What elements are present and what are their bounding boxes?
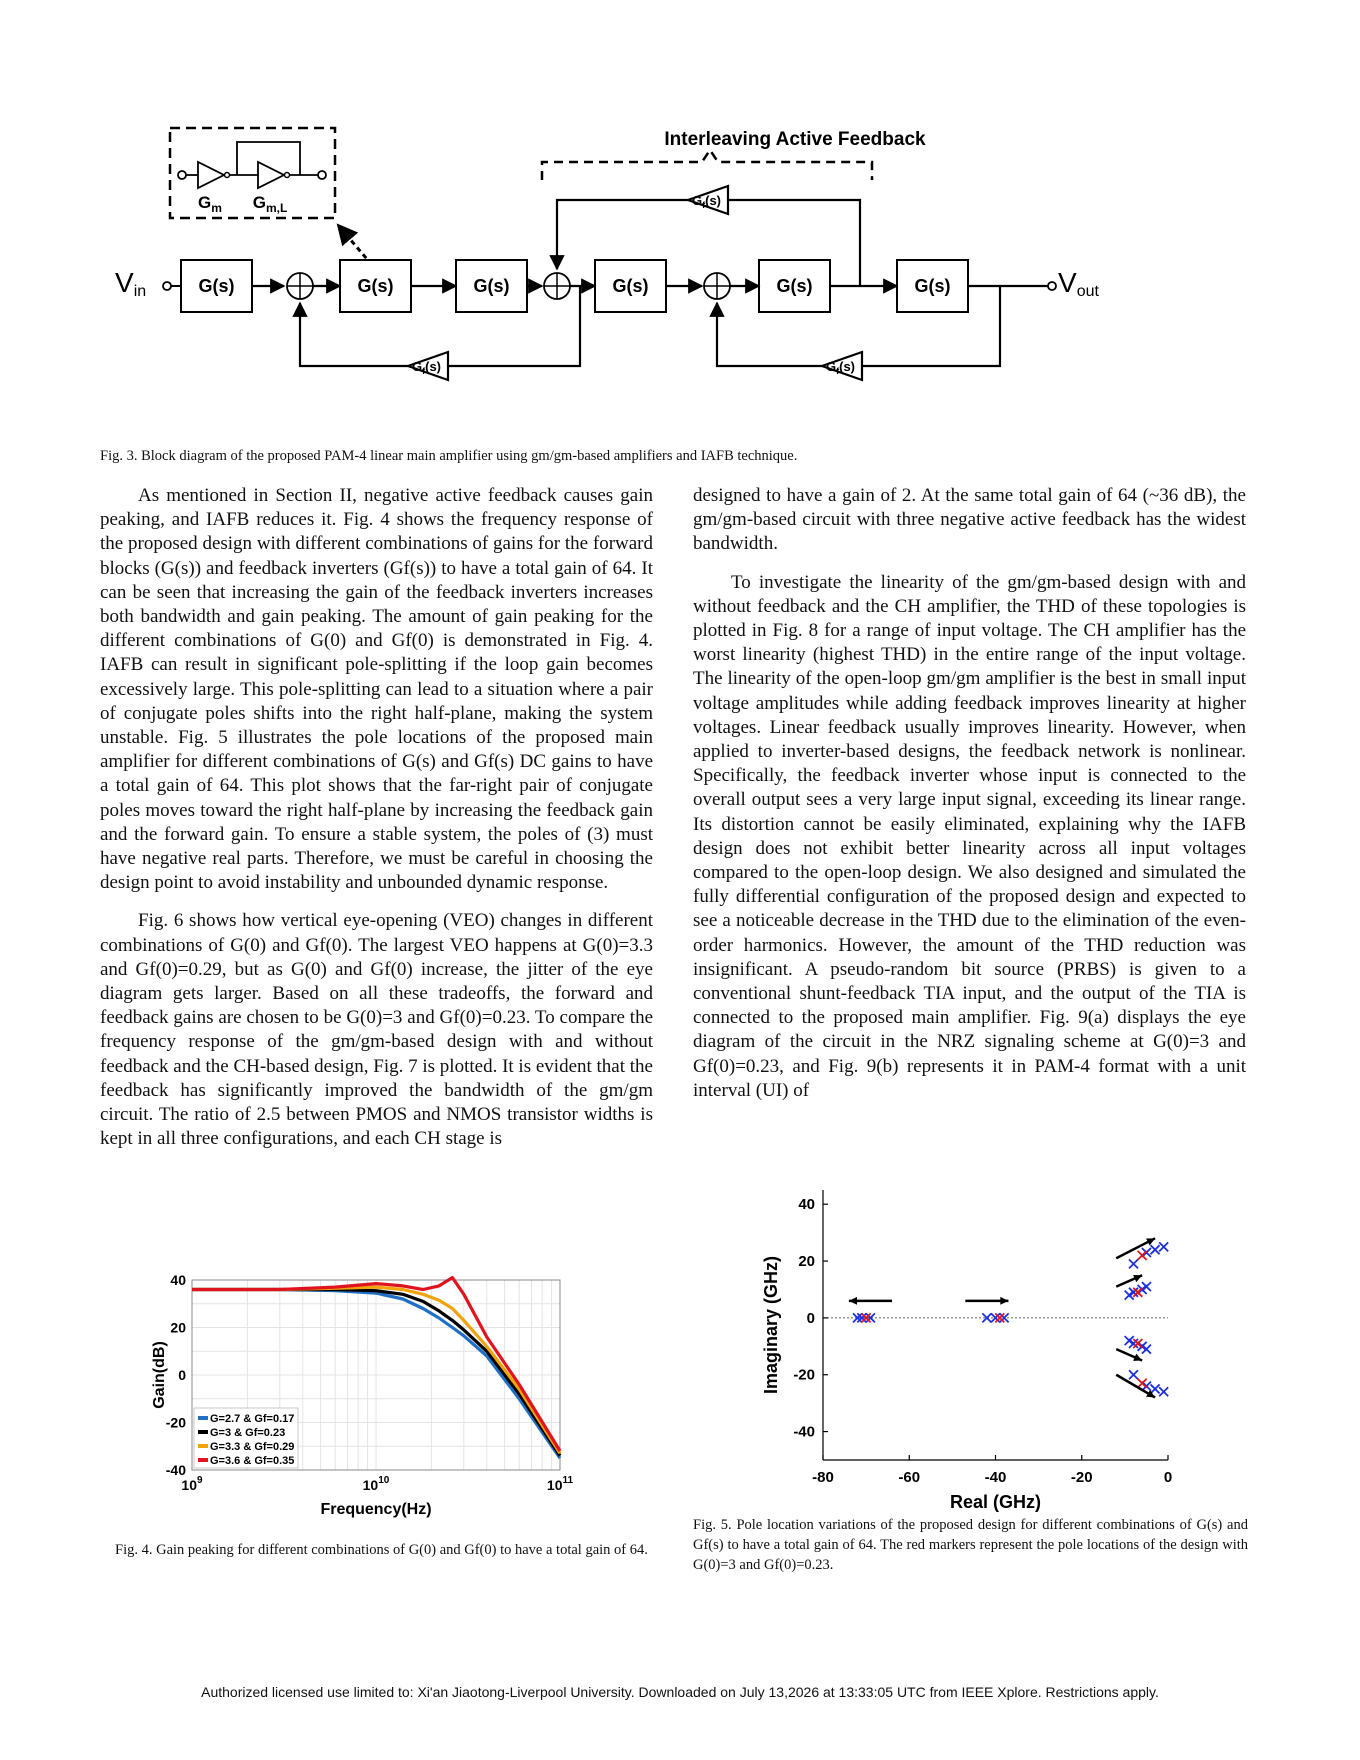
pole-marker (1129, 1370, 1138, 1379)
trend-arrow (849, 1297, 892, 1305)
y-tick-label: 0 (806, 1309, 815, 1327)
y-tick-label: 40 (170, 1272, 186, 1288)
vin-label: Vin (115, 267, 147, 300)
g-block-label: G(s) (198, 276, 235, 296)
right-paragraph-2: To investigate the linearity of the gm/gm-based design with and without feedback and the CH amplifier, the THD of these topologies is plotted in Fig. 8 for a range of input voltage. The CH amplifier has the worst linearity (highest THD) in the entire range of the input voltage. The linearity of the open-loop gm/gm amplifier is the best in small input voltage amplitudes while adding feedback improves linearity at higher voltages. Linear feedback usually improves linearity. However, when applied to inverter-based designs, the feedback network is nonlinear. Specifically, the feedback inverter whose input is connected to the overall output sees a very large input signal, exceeding its linear range. Its distortion cannot be easily eliminated, explaining why the IAFB design does not exhibit better linearity across all input voltages compared to the open-loop design. We also designed and simulated the fully differential configuration of the proposed design and expected to see a noticeable decrease in the THD due to the elimination of the even-order harmonics. However, the amount of the THD reduction was insignificant. A pseudo-random bit source (PRBS) is given to a conventional shunt-feedback TIA input, and the output of the TIA is connected to the proposed main amplifier. Fig. 9(a) displays the eye diagram of the circuit in the NRZ signaling scheme at G(0)=3 and Gf(0)=0.23, and Fig. 9(b) represents it in PAM-4 format with a unit interval (UI) of (693, 571, 1246, 1101)
y-axis-label: Imaginary (GHz) (761, 1255, 781, 1395)
legend-label: G=3 & Gf=0.23 (210, 1427, 286, 1439)
pole-marker (1142, 1282, 1151, 1291)
y-axis-label: Gain(dB) (151, 1341, 168, 1409)
fig4-caption: Fig. 4. Gain peaking for different combinations of G(0) and Gf(0) to have a total gain of 64. (115, 1542, 648, 1558)
trend-arrow (965, 1297, 1008, 1305)
g-block-label: G(s) (914, 276, 951, 296)
pole-marker (1159, 1242, 1168, 1251)
svg-text:Gf(s): $G_f(s)$ (692, 193, 722, 210)
license-footer: Authorized licensed use limited to: Xi'an Jiaotong-Liverpool University. Downloaded on July 13,2026 at 13:33:05 UTC from IEEE Xplore. Restrictions apply. (201, 1684, 1159, 1700)
legend-label: G=3.3 & Gf=0.29 (210, 1441, 295, 1453)
pole-marker (1151, 1245, 1160, 1254)
x-tick-label: $10^{11}$ (546, 1475, 574, 1493)
pole-marker (1138, 1251, 1147, 1260)
y-tick-label: 40 (798, 1196, 815, 1214)
pole-marker (1142, 1345, 1151, 1354)
fig3-block-diagram (110, 120, 1250, 460)
right-column (693, 484, 1246, 1103)
x-tick-label: $10^9$ (181, 1475, 203, 1493)
g-block-label: G(s) (473, 276, 510, 296)
x-tick-label: -20 (1070, 1469, 1093, 1486)
g-block-label: G(s) (357, 276, 394, 296)
iafb-bracket (542, 150, 872, 180)
pole-marker (1129, 1259, 1138, 1268)
x-tick-label: -60 (898, 1469, 921, 1486)
y-tick-label: -20 (793, 1366, 815, 1384)
svg-text:Gf(s): $G_f(s)$ (826, 359, 856, 376)
y-tick-label: 0 (178, 1367, 186, 1383)
gml-label: $G_{m,L}$ (252, 193, 288, 215)
pole-marker (1138, 1379, 1147, 1388)
legend (194, 1408, 298, 1468)
vout-label: Vout (1058, 267, 1099, 300)
fig5-caption: Fig. 5. Pole location variations of the proposed design for different combinations of G(s) and Gf(s) to have a total gain of 64. The red markers represent the pole locations of the design with G(0)=3 and Gf(0)=0.23. (693, 1517, 1248, 1573)
x-tick-label: $10^{10}$ (362, 1475, 390, 1493)
g-block-label: G(s) (776, 276, 813, 296)
left-paragraph-2: Fig. 6 shows how vertical eye-opening (VEO) changes in different combinations of G(0) and Gf(0). The largest VEO happens at G(0)=3.3 and Gf(0)=0.29, but as G(0) and Gf(0) increase, the jitter of the eye diagram gets larger. Based on all these tradeoffs, the forward and feedback gains are chosen to be G(0)=3 and Gf(0)=0.23. To compare the frequency response of the gm/gm-based design with and without feedback and the CH-based design, Fig. 7 is plotted. It is evident that the feedback has significantly improved the bandwidth of the gm/gm circuit. The ratio of 2.5 between PMOS and NMOS transistor widths is kept in all three configurations, and each CH stage is (100, 910, 653, 1150)
right-paragraph-1: designed to have a gain of 2. At the same total gain of 64 (~36 dB), the gm/gm-based circuit with three negative active feedback has the widest bandwidth. (693, 485, 1246, 555)
fig5-pole-chart (755, 1170, 1185, 1520)
y-tick-label: 20 (170, 1319, 186, 1336)
pole-marker (1151, 1384, 1160, 1393)
y-tick-label: -20 (165, 1414, 186, 1431)
left-column (100, 484, 653, 1151)
g-block-label: G(s) (612, 276, 649, 296)
left-paragraph-1: As mentioned in Section II, negative active feedback causes gain peaking, and IAFB reduces it. Fig. 4 shows the frequency response of the proposed design with different combinations of gains for the forward blocks (G(s)) and feedback inverters (Gf(s)) to have a total gain of 64. It can be seen that increasing the gain of the feedback inverters increases both bandwidth and gain peaking. The amount of gain peaking for the different combinations of G(0) and Gf(0) is demonstrated in Fig. 4. IAFB can result in significant pole-splitting if the loop gain becomes excessively large. This pole-splitting can lead to a situation where a pair of conjugate poles shifts into the right half-plane, making the system unstable. Fig. 5 illustrates the pole locations of the proposed main amplifier for different combinations of G(s) and Gf(s) DC gains to have a total gain of 64. This plot shows that the far-right pair of conjugate poles moves toward the right half-plane by increasing the feedback gain and the forward gain. To ensure a stable system, the poles of (3) must have negative real parts. Therefore, we must be careful in choosing the design point to avoid instability and unbounded dynamic response. (100, 485, 653, 894)
svg-text:Gf(s): $G_f(s)$ (412, 359, 442, 376)
legend-label: G=3.6 & Gf=0.35 (210, 1455, 295, 1467)
y-tick-label: 20 (798, 1253, 815, 1271)
x-tick-label: 0 (1163, 1469, 1173, 1486)
x-axis-label: Real (GHz) (949, 1492, 1042, 1512)
x-axis-label: Frequency(Hz) (320, 1501, 432, 1518)
gm-label: $G_m$ (198, 193, 222, 215)
y-tick-label: -40 (165, 1462, 186, 1478)
pole-marker (1159, 1387, 1168, 1396)
fig4-gain-chart (150, 1262, 630, 1522)
legend-label: G=2.7 & Gf=0.17 (210, 1413, 295, 1425)
x-tick-label: -40 (984, 1469, 1007, 1486)
fig3-caption: Fig. 3. Block diagram of the proposed PAM-4 linear main amplifier using gm/gm-based amplifiers and IAFB technique. (100, 448, 798, 464)
y-tick-label: -40 (793, 1423, 815, 1441)
x-tick-label: -80 (812, 1469, 834, 1486)
fig3-title: Interleaving Active Feedback (664, 129, 926, 150)
